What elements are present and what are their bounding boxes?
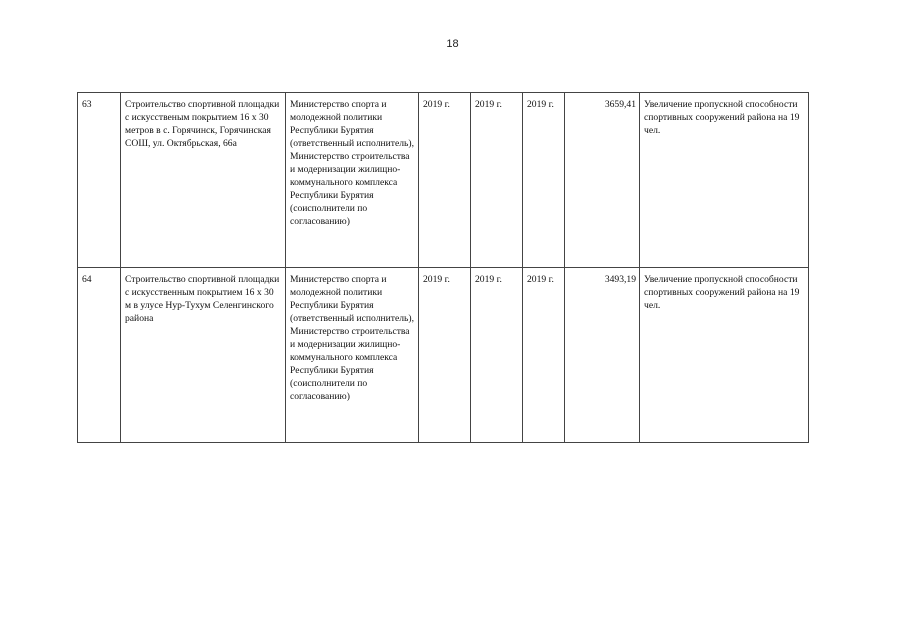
measures-table (77, 92, 809, 443)
result-cell: Увеличение пропускной способности спортивных сооружений района на 19 чел. (640, 93, 809, 268)
year-end-cell: 2019 г. (523, 268, 565, 443)
year-middle-cell: 2019 г. (471, 268, 523, 443)
year-end-cell: 2019 г. (523, 93, 565, 268)
object-cell: Строительство спортивной площадки с искусственым покрытием 16 х 30 метров в с. Горячинск, Горячинская СОШ, ул. Октябрьская, 66а (121, 93, 286, 268)
table-row (78, 93, 809, 268)
object-cell: Строительство спортивной площадки с искусственным покрытием 16 х 30 м в улусе Нур-Тухум Селенгинского района (121, 268, 286, 443)
year-middle-cell: 2019 г. (471, 93, 523, 268)
executor-cell: Министерство спорта и молодежной политики Республики Бурятия (ответственный исполнитель), Министерство строительства и модернизации жилищно-коммунального комплекса Республики Бурятия (соисполнители по согласованию) (286, 93, 419, 268)
year-start-cell: 2019 г. (419, 268, 471, 443)
row-number-cell: 64 (78, 268, 121, 443)
result-cell: Увеличение пропускной способности спортивных сооружений района на 19 чел. (640, 268, 809, 443)
table-row (78, 268, 809, 443)
year-start-cell: 2019 г. (419, 93, 471, 268)
page-number: 18 (446, 38, 459, 50)
amount-cell: 3493,19 (565, 268, 640, 443)
executor-cell: Министерство спорта и молодежной политики Республики Бурятия (ответственный исполнитель), Министерство строительства и модернизации жилищно-коммунального комплекса Республики Бурятия (соисполнители по согласованию) (286, 268, 419, 443)
amount-cell: 3659,41 (565, 93, 640, 268)
row-number-cell: 63 (78, 93, 121, 268)
